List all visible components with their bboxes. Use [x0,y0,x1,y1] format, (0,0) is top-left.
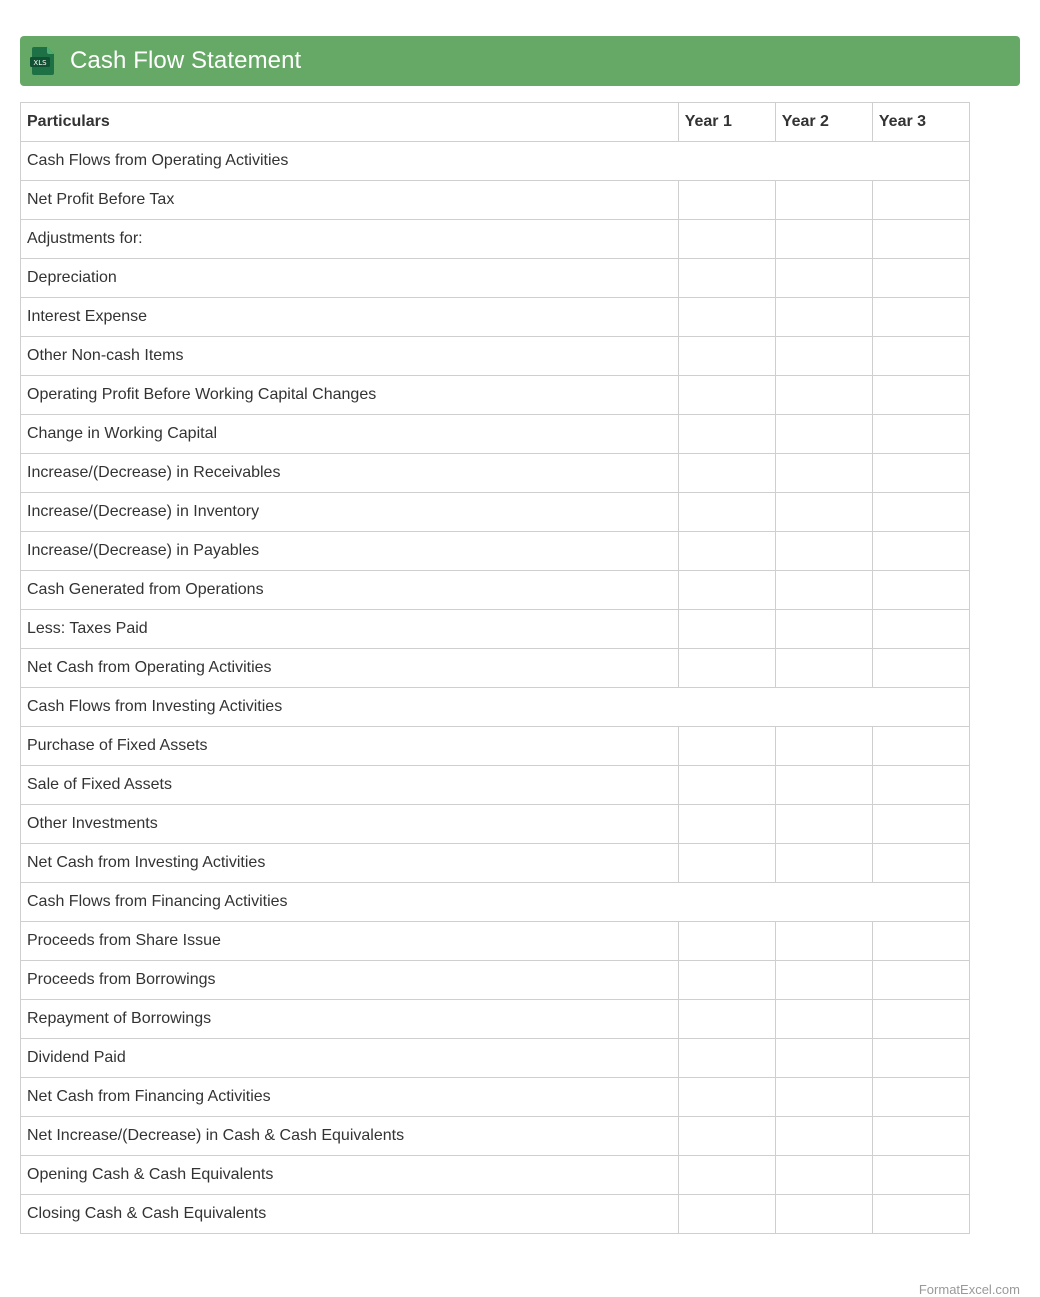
row-label: Net Cash from Financing Activities [21,1078,679,1117]
year-1-cell[interactable] [678,415,775,454]
year-3-cell[interactable] [872,1156,969,1195]
year-2-cell[interactable] [775,844,872,883]
row-label: Other Non-cash Items [21,337,679,376]
table-row [21,220,970,259]
year-2-cell[interactable] [775,805,872,844]
year-2-cell[interactable] [775,1000,872,1039]
table-row [21,532,970,571]
year-3-cell[interactable] [872,493,969,532]
xls-icon-label: XLS [33,59,47,67]
year-3-cell[interactable] [872,961,969,1000]
table-row [21,1117,970,1156]
year-2-cell[interactable] [775,610,872,649]
table-row [21,571,970,610]
year-2-cell[interactable] [775,220,872,259]
column-header-particulars: Particulars [21,103,679,142]
section-header-row [21,883,970,922]
year-3-cell[interactable] [872,220,969,259]
year-1-cell[interactable] [678,1078,775,1117]
cash-flow-table [20,102,970,1234]
year-3-cell[interactable] [872,1078,969,1117]
year-2-cell[interactable] [775,1156,872,1195]
year-2-cell[interactable] [775,415,872,454]
row-label: Sale of Fixed Assets [21,766,679,805]
row-label: Other Investments [21,805,679,844]
year-2-cell[interactable] [775,493,872,532]
table-row [21,922,970,961]
table-body [21,142,970,1234]
column-header-year-2: Year 2 [775,103,872,142]
year-3-cell[interactable] [872,454,969,493]
table-row [21,298,970,337]
row-label: Opening Cash & Cash Equivalents [21,1156,679,1195]
year-3-cell[interactable] [872,844,969,883]
year-1-cell[interactable] [678,961,775,1000]
year-1-cell[interactable] [678,454,775,493]
year-1-cell[interactable] [678,649,775,688]
year-3-cell[interactable] [872,1195,969,1234]
year-3-cell[interactable] [872,922,969,961]
year-3-cell[interactable] [872,571,969,610]
table-row [21,766,970,805]
year-2-cell[interactable] [775,727,872,766]
table-row [21,1000,970,1039]
year-2-cell[interactable] [775,1195,872,1234]
year-1-cell[interactable] [678,571,775,610]
year-1-cell[interactable] [678,181,775,220]
row-label: Increase/(Decrease) in Receivables [21,454,679,493]
year-1-cell[interactable] [678,376,775,415]
year-3-cell[interactable] [872,610,969,649]
year-1-cell[interactable] [678,844,775,883]
year-2-cell[interactable] [775,298,872,337]
row-label: Adjustments for: [21,220,679,259]
year-1-cell[interactable] [678,1000,775,1039]
year-1-cell[interactable] [678,1156,775,1195]
year-3-cell[interactable] [872,649,969,688]
row-label: Increase/(Decrease) in Payables [21,532,679,571]
table-row [21,454,970,493]
year-3-cell[interactable] [872,805,969,844]
row-label: Cash Generated from Operations [21,571,679,610]
year-3-cell[interactable] [872,376,969,415]
year-2-cell[interactable] [775,766,872,805]
year-1-cell[interactable] [678,805,775,844]
row-label: Purchase of Fixed Assets [21,727,679,766]
row-label: Net Cash from Investing Activities [21,844,679,883]
year-1-cell[interactable] [678,220,775,259]
column-header-year-1: Year 1 [678,103,775,142]
row-label: Proceeds from Borrowings [21,961,679,1000]
row-label: Net Increase/(Decrease) in Cash & Cash Equivalents [21,1117,679,1156]
year-1-cell[interactable] [678,922,775,961]
table-row [21,844,970,883]
table-row [21,1039,970,1078]
row-label: Closing Cash & Cash Equivalents [21,1195,679,1234]
section-label: Cash Flows from Operating Activities [21,142,970,181]
year-1-cell[interactable] [678,259,775,298]
year-3-cell[interactable] [872,1117,969,1156]
page-title: Cash Flow Statement [70,47,302,74]
year-2-cell[interactable] [775,181,872,220]
xls-file-icon [30,46,56,76]
year-3-cell[interactable] [872,415,969,454]
table-row [21,1156,970,1195]
table-row [21,415,970,454]
row-label: Depreciation [21,259,679,298]
section-header-row [21,142,970,181]
table-row [21,259,970,298]
section-header-row [21,688,970,727]
table-row [21,376,970,415]
year-1-cell[interactable] [678,532,775,571]
row-label: Net Cash from Operating Activities [21,649,679,688]
year-2-cell[interactable] [775,532,872,571]
year-1-cell[interactable] [678,1195,775,1234]
table-row [21,181,970,220]
year-3-cell[interactable] [872,727,969,766]
year-1-cell[interactable] [678,493,775,532]
year-2-cell[interactable] [775,649,872,688]
table-row [21,337,970,376]
section-label: Cash Flows from Investing Activities [21,688,970,727]
year-2-cell[interactable] [775,922,872,961]
year-3-cell[interactable] [872,298,969,337]
year-2-cell[interactable] [775,259,872,298]
year-3-cell[interactable] [872,337,969,376]
table-row [21,1078,970,1117]
column-header-year-3: Year 3 [872,103,969,142]
row-label: Operating Profit Before Working Capital Changes [21,376,679,415]
title-bar [20,36,1020,86]
year-3-cell[interactable] [872,1039,969,1078]
year-2-cell[interactable] [775,337,872,376]
table-row [21,727,970,766]
year-1-cell[interactable] [678,727,775,766]
row-label: Repayment of Borrowings [21,1000,679,1039]
year-1-cell[interactable] [678,1117,775,1156]
table-row [21,1195,970,1234]
year-2-cell[interactable] [775,961,872,1000]
year-1-cell[interactable] [678,766,775,805]
table-header-row [21,103,970,142]
table-row [21,961,970,1000]
table-row [21,805,970,844]
year-2-cell[interactable] [775,454,872,493]
year-3-cell[interactable] [872,1000,969,1039]
year-2-cell[interactable] [775,1078,872,1117]
table-row [21,493,970,532]
row-label: Change in Working Capital [21,415,679,454]
year-3-cell[interactable] [872,766,969,805]
year-1-cell[interactable] [678,298,775,337]
table-row [21,610,970,649]
row-label: Interest Expense [21,298,679,337]
year-2-cell[interactable] [775,1117,872,1156]
year-1-cell[interactable] [678,337,775,376]
row-label: Increase/(Decrease) in Inventory [21,493,679,532]
row-label: Proceeds from Share Issue [21,922,679,961]
row-label: Dividend Paid [21,1039,679,1078]
year-3-cell[interactable] [872,532,969,571]
year-2-cell[interactable] [775,1039,872,1078]
section-label: Cash Flows from Financing Activities [21,883,970,922]
year-1-cell[interactable] [678,610,775,649]
year-2-cell[interactable] [775,571,872,610]
year-2-cell[interactable] [775,376,872,415]
year-3-cell[interactable] [872,181,969,220]
row-label: Net Profit Before Tax [21,181,679,220]
row-label: Less: Taxes Paid [21,610,679,649]
table-row [21,649,970,688]
year-3-cell[interactable] [872,259,969,298]
footer-watermark: FormatExcel.com [918,1282,1020,1297]
year-1-cell[interactable] [678,1039,775,1078]
